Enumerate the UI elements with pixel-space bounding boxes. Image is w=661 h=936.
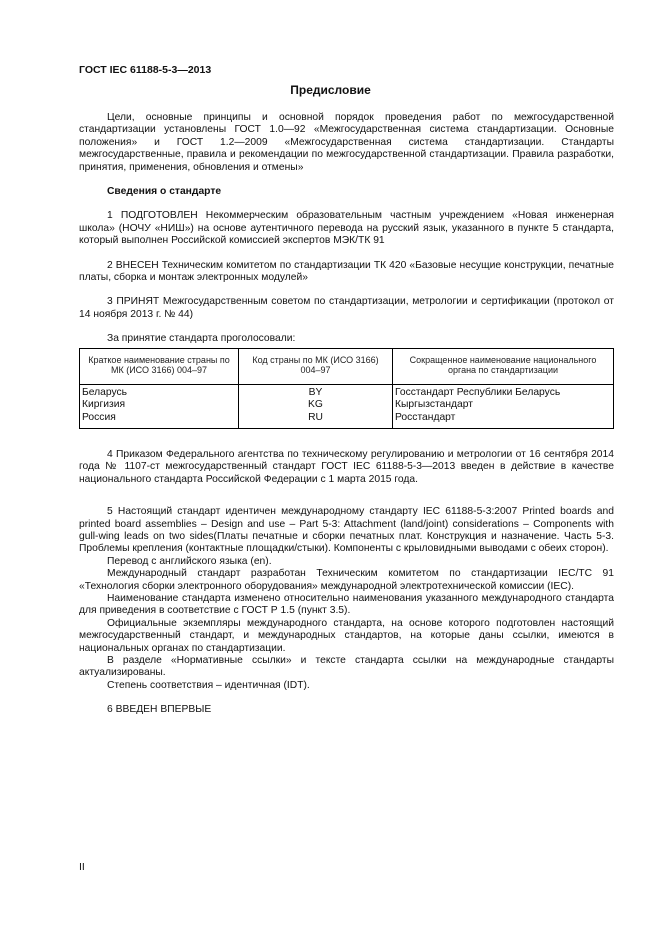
document-body — [79, 112, 614, 717]
item-5-paragraph: 5 Настоящий стандарт идентичен международному стандарту IEC 61188-5-3:2007 Printed boards and printed board assemblies – Design and use – Part 5-3: Attachment (land/joint) considerations – Components with gull-wing leads on two sides(Платы печатные и сборки печатных плат. Конструкция и назначение. Часть 5-3. Проблемы крепления (контактные площадки/стыки). Компоненты с крыловидными выводами с обеих сторон). — [79, 506, 614, 555]
item-5-references-note: В разделе «Нормативные ссылки» и тексте стандарта ссылки на международные стандарты актуализированы. — [79, 655, 614, 679]
item-5-official-copies-note: Официальные экземпляры международного стандарта, на основе которого подготовлен настоящий межгосударственный стандарт, и международных стандартов, на которые даны ссылки, имеются в национальных органах по стандартизации. — [79, 617, 614, 654]
vote-intro: За принятие стандарта проголосовали: — [107, 333, 296, 345]
item-5-developer-note: Международный стандарт разработан Техническим комитетом по стандартизации IEC/TC 91 «Технология сборки электронного оборудования» международной электротехнической комиссии (IEC). — [79, 568, 614, 592]
table-header-row — [80, 348, 614, 384]
country-name: Россия — [82, 411, 116, 423]
standards-body-name: Госстандарт Республики Беларусь — [395, 386, 561, 398]
country-name: Киргизия — [82, 399, 126, 411]
item-3-paragraph: 3 ПРИНЯТ Межгосударственным советом по стандартизации, метрологии и сертификации (протокол от 14 ноября 2013 г. № 44) — [79, 296, 614, 320]
item-5-translation-note: Перевод с английского языка (en). — [107, 555, 272, 567]
item-6-paragraph: 6 ВВЕДЕН ВПЕРВЫЕ — [107, 704, 212, 716]
voting-table — [79, 348, 614, 429]
section-heading: Сведения о стандарте — [107, 186, 222, 198]
table-row — [80, 384, 614, 428]
item-2-paragraph: 2 ВНЕСЕН Техническим комитетом по стандартизации ТК 420 «Базовые несущие конструкции, печатные платы, сборка и монтаж электронных модулей» — [79, 259, 614, 284]
table-header-body: Сокращенное наименование национального органа по стандартизации — [393, 348, 614, 384]
table-header-country: Краткое наименование страны по МК (ИСО 3166) 004–97 — [80, 348, 239, 384]
page-title: Предисловие — [290, 83, 371, 97]
code-cell — [239, 384, 393, 428]
standards-body-name: Росстандарт — [395, 411, 456, 423]
item-1-paragraph: 1 ПОДГОТОВЛЕН Некоммерческим образовательным частным учреждением «Новая инженерная школа» (НОЧУ «НИШ») на основе аутентичного перевода на русский язык, указанного в пункте 5 стандарта, который выполнен Российской комиссией экспертов МЭК/ТК 91 — [79, 210, 614, 247]
item-4-paragraph: 4 Приказом Федерального агентства по техническому регулированию и метрологии от 16 сентября 2014 года № 1107-ст межгосударственный стандарт ГОСТ IEC 61188-5-3—2013 введен в действие в качестве национального стандарта Российской Федерации с 1 марта 2015 года. — [79, 448, 614, 485]
body-cell — [393, 384, 614, 428]
country-code: KG — [308, 399, 323, 411]
table-header-code: Код страны по МК (ИСО 3166) 004–97 — [239, 348, 393, 384]
intro-paragraph: Цели, основные принципы и основной порядок проведения работ по межгосударственной стандартизации установлены ГОСТ 1.0—92 «Межгосударственная система стандартизации. Основные положения» и ГОСТ 1.2—2009 «Межгосударственная система стандартизации. Стандарты межгосударственные, правила и рекомендации по межгосударственной стандартизации. Правила разработки, принятия, применения, обновления и отмены» — [79, 112, 614, 173]
country-cell — [80, 384, 239, 428]
item-5-conformity-note: Степень соответствия – идентичная (IDT). — [107, 679, 310, 691]
country-code: BY — [308, 386, 323, 398]
country-code: RU — [308, 411, 323, 423]
country-name: Беларусь — [82, 386, 128, 398]
page-number: II — [79, 861, 85, 873]
standards-body-name: Кыргызстандарт — [395, 399, 474, 411]
document-header: ГОСТ IEC 61188-5-3—2013 — [79, 64, 212, 76]
item-5-name-change-note: Наименование стандарта изменено относительно наименования указанного международного стандарта для приведения в соответствие с ГОСТ Р 1.5 (пункт 3.5). — [79, 592, 614, 617]
